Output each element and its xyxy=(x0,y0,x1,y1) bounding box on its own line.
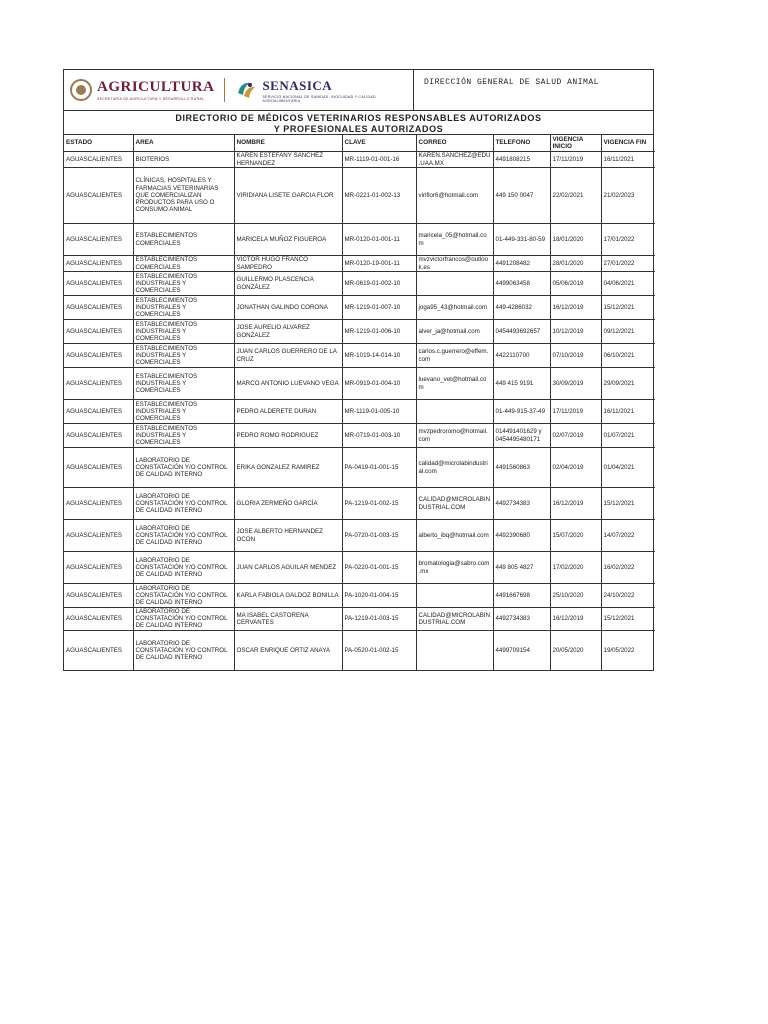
cell-correo[interactable]: bromatologia@sabro.com.mx xyxy=(416,552,493,584)
cell-fin: 04/06/2021 xyxy=(601,272,655,296)
cell-fin: 29/09/2021 xyxy=(601,368,655,400)
table-row xyxy=(64,320,655,344)
cell-fin: 16/02/2022 xyxy=(601,552,655,584)
cell-nombre: MARCO ANTONIO LUEVANO VEGA xyxy=(234,368,342,400)
senasica-logo xyxy=(235,78,413,103)
cell-clave: MR-1119-01-005-10 xyxy=(342,400,416,424)
cell-nombre: JUAN CARLOS AGUILAR MENDEZ xyxy=(234,552,342,584)
cell-correo[interactable]: mvzvictorfrancos@outlook.es xyxy=(416,256,493,272)
cell-estado: AGUASCALIENTES xyxy=(64,296,133,320)
cell-correo[interactable] xyxy=(416,630,493,670)
cell-telefono: 4491560863 xyxy=(493,448,550,488)
cell-area: CLÍNICAS, HOSPITALES Y FARMACIAS VETERINARIAS QUE COMERCIALIZAN PRODUCTOS PARA USO O CONSUMO ANIMAL xyxy=(133,168,234,224)
cell-estado: AGUASCALIENTES xyxy=(64,520,133,552)
cell-fin: 27/01/2022 xyxy=(601,256,655,272)
cell-fin: 01/07/2021 xyxy=(601,424,655,448)
cell-telefono: 4492734383 xyxy=(493,488,550,520)
table-row xyxy=(64,272,655,296)
table-row xyxy=(64,400,655,424)
cell-nombre: ERIKA GONZALEZ RAMIREZ xyxy=(234,448,342,488)
cell-fin: 15/12/2021 xyxy=(601,608,655,631)
cell-correo[interactable] xyxy=(416,584,493,608)
cell-inicio: 16/12/2019 xyxy=(550,488,601,520)
cell-estado: AGUASCALIENTES xyxy=(64,256,133,272)
table-row xyxy=(64,256,655,272)
cell-nombre: JOSE ALBERTO HERNANDEZ OCON xyxy=(234,520,342,552)
cell-estado: AGUASCALIENTES xyxy=(64,630,133,670)
agricultura-logo-subtext: SECRETARÍA DE AGRICULTURA Y DESARROLLO RURAL xyxy=(97,97,205,101)
cell-inicio: 18/01/2020 xyxy=(550,224,601,256)
senasica-logo-subtext: SERVICIO NACIONAL DE SANIDAD, INOCUIDAD Y CALIDAD AGROALIMENTARIA xyxy=(262,94,376,103)
table-row xyxy=(64,448,655,488)
table-row xyxy=(64,630,655,670)
cell-clave: PA-0720-01-003-15 xyxy=(342,520,416,552)
cell-estado: AGUASCALIENTES xyxy=(64,368,133,400)
cell-estado: AGUASCALIENTES xyxy=(64,168,133,224)
cell-estado: AGUASCALIENTES xyxy=(64,272,133,296)
cell-correo[interactable] xyxy=(416,272,493,296)
cell-clave: MR-0619-01-002-10 xyxy=(342,272,416,296)
cell-inicio: 07/10/2019 xyxy=(550,344,601,368)
cell-telefono: 449 415 9191 xyxy=(493,368,550,400)
directory-table xyxy=(64,135,655,670)
cell-clave: MR-1019-14-014-10 xyxy=(342,344,416,368)
cell-telefono: 4491667698 xyxy=(493,584,550,608)
col-header-correo: CORREO xyxy=(416,135,493,152)
cell-area: LABORATORIO DE CONSTATACIÓN Y/O CONTROL DE CALIDAD INTERNO xyxy=(133,584,234,608)
cell-inicio: 20/05/2020 xyxy=(550,630,601,670)
cell-fin: 06/10/2021 xyxy=(601,344,655,368)
table-row xyxy=(64,520,655,552)
logo-bar xyxy=(64,70,414,110)
table-row xyxy=(64,168,655,224)
cell-clave: MR-0120-19-001-11 xyxy=(342,256,416,272)
table-body xyxy=(64,152,655,671)
cell-fin: 24/10/2022 xyxy=(601,584,655,608)
table-header-row xyxy=(64,135,655,152)
cell-clave: MR-1219-01-007-10 xyxy=(342,296,416,320)
agricultura-logo-text: AGRICULTURA xyxy=(97,79,215,95)
cell-telefono: 4499063458 xyxy=(493,272,550,296)
cell-estado: AGUASCALIENTES xyxy=(64,344,133,368)
cell-clave: PA-1219-01-003-15 xyxy=(342,608,416,631)
cell-nombre: KARLA FABIOLA GALDOZ BONILLA xyxy=(234,584,342,608)
cell-fin: 17/01/2022 xyxy=(601,224,655,256)
table-row xyxy=(64,424,655,448)
cell-estado: AGUASCALIENTES xyxy=(64,224,133,256)
document-title xyxy=(64,111,653,135)
cell-estado: AGUASCALIENTES xyxy=(64,584,133,608)
document-header xyxy=(64,70,653,111)
cell-nombre: GLORIA ZERMEÑO GARCÍA xyxy=(234,488,342,520)
cell-clave: PA-1219-01-002-15 xyxy=(342,488,416,520)
cell-inicio: 16/12/2019 xyxy=(550,296,601,320)
table-row xyxy=(64,584,655,608)
cell-correo[interactable]: alver_ja@hotmail.com xyxy=(416,320,493,344)
col-header-clave: CLAVE xyxy=(342,135,416,152)
cell-nombre: JOSE AURELIO ALVAREZ GONZALEZ xyxy=(234,320,342,344)
cell-area: ESTABLECIMIENTOS INDUSTRIALES Y COMERCIALES xyxy=(133,400,234,424)
cell-fin: 16/11/2021 xyxy=(601,400,655,424)
cell-area: ESTABLECIMIENTOS INDUSTRIALES Y COMERCIALES xyxy=(133,320,234,344)
cell-area: LABORATORIO DE CONSTATACIÓN Y/O CONTROL DE CALIDAD INTERNO xyxy=(133,520,234,552)
cell-area: LABORATORIO DE CONSTATACIÓN Y/O CONTROL DE CALIDAD INTERNO xyxy=(133,488,234,520)
cell-clave: MR-1119-01-001-16 xyxy=(342,152,416,168)
cell-clave: MR-0719-01-003-10 xyxy=(342,424,416,448)
cell-telefono: 449 805 4827 xyxy=(493,552,550,584)
cell-inicio: 17/02/2020 xyxy=(550,552,601,584)
cell-correo[interactable]: CALIDAD@MICROLABINDUSTRIAL.COM xyxy=(416,488,493,520)
col-header-vigencia-fin: VIGENCIA FIN xyxy=(601,135,655,152)
cell-correo[interactable]: calidad@microlabindustrial.com xyxy=(416,448,493,488)
cell-telefono: 4492734383 xyxy=(493,608,550,631)
cell-area: BIOTERIOS xyxy=(133,152,234,168)
cell-fin: 21/02/2023 xyxy=(601,168,655,224)
cell-clave: MR-0919-01-004-10 xyxy=(342,368,416,400)
cell-area: ESTABLECIMIENTOS COMERCIALES xyxy=(133,224,234,256)
cell-area: LABORATORIO DE CONSTATACIÓN Y/O CONTROL DE CALIDAD INTERNO xyxy=(133,552,234,584)
cell-nombre: PEDRO ROMO RODRIGUEZ xyxy=(234,424,342,448)
cell-area: LABORATORIO DE CONSTATACIÓN Y/O CONTROL DE CALIDAD INTERNO xyxy=(133,448,234,488)
cell-estado: AGUASCALIENTES xyxy=(64,424,133,448)
cell-correo[interactable] xyxy=(416,400,493,424)
cell-inicio: 16/12/2019 xyxy=(550,608,601,631)
cell-correo[interactable]: luevano_vet@hotmail.com xyxy=(416,368,493,400)
cell-correo[interactable]: carlos.c.guerrero@effem.com xyxy=(416,344,493,368)
cell-nombre: JONATHAN GALINDO CORONA xyxy=(234,296,342,320)
cell-inicio: 05/06/2019 xyxy=(550,272,601,296)
cell-estado: AGUASCALIENTES xyxy=(64,608,133,631)
cell-nombre: JUAN CARLOS GUERRERO DE LA CRUZ xyxy=(234,344,342,368)
senasica-emblem-icon xyxy=(235,79,257,101)
cell-telefono: 449-4286032 xyxy=(493,296,550,320)
cell-area: ESTABLECIMIENTOS INDUSTRIALES Y COMERCIALES xyxy=(133,368,234,400)
cell-nombre: PEDRO ALDERETE DURAN xyxy=(234,400,342,424)
cell-area: ESTABLECIMIENTOS COMERCIALES xyxy=(133,256,234,272)
cell-clave: MR-0120-01-001-11 xyxy=(342,224,416,256)
cell-inicio: 30/09/2019 xyxy=(550,368,601,400)
cell-inicio: 02/07/2019 xyxy=(550,424,601,448)
cell-telefono: 4422110700 xyxy=(493,344,550,368)
cell-clave: PA-0419-01-001-15 xyxy=(342,448,416,488)
document-title-line1: DIRECTORIO DE MÉDICOS VETERINARIOS RESPONSABLES AUTORIZADOS xyxy=(175,113,542,123)
cell-nombre: VICTOR HUGO FRANCO SAMPEDRO xyxy=(234,256,342,272)
table-row xyxy=(64,552,655,584)
cell-inicio: 15/07/2020 xyxy=(550,520,601,552)
document-sheet xyxy=(63,69,654,671)
table-row xyxy=(64,224,655,256)
cell-correo[interactable]: mvzpedroromo@hotmail.com xyxy=(416,424,493,448)
cell-telefono: 4491808215 xyxy=(493,152,550,168)
cell-inicio: 17/11/2019 xyxy=(550,400,601,424)
cell-estado: AGUASCALIENTES xyxy=(64,448,133,488)
agricultura-logo xyxy=(70,79,214,101)
cell-telefono: 014491401629 y 0454495480171 xyxy=(493,424,550,448)
cell-inicio: 28/01/2020 xyxy=(550,256,601,272)
cell-correo[interactable]: joga95_43@hotmail.com xyxy=(416,296,493,320)
cell-clave: PA-1020-01-004-15 xyxy=(342,584,416,608)
cell-correo[interactable]: CALIDAD@MICROLABINDUSTRIAL.COM xyxy=(416,608,493,631)
cell-correo[interactable]: KAREN.SANCHEZ@EDU.UAA.MX xyxy=(416,152,493,168)
table-row xyxy=(64,368,655,400)
cell-telefono: 449 150 0047 xyxy=(493,168,550,224)
cell-clave: MR-0221-01-002-13 xyxy=(342,168,416,224)
document-title-line2: Y PROFESIONALES AUTORIZADOS xyxy=(273,124,444,134)
direction-title: DIRECCIÓN GENERAL DE SALUD ANIMAL xyxy=(424,78,599,87)
cell-telefono: 4499709154 xyxy=(493,630,550,670)
cell-estado: AGUASCALIENTES xyxy=(64,400,133,424)
cell-fin: 14/07/2022 xyxy=(601,520,655,552)
col-header-telefono: TELEFONO xyxy=(493,135,550,152)
cell-correo[interactable]: viriflor6@hotmail.com xyxy=(416,168,493,224)
col-header-estado: ESTADO xyxy=(64,135,133,152)
cell-area: ESTABLECIMIENTOS INDUSTRIALES Y COMERCIALES xyxy=(133,272,234,296)
cell-fin: 15/12/2021 xyxy=(601,296,655,320)
table-row xyxy=(64,608,655,631)
cell-telefono: 01-449-915-37-49 xyxy=(493,400,550,424)
mexico-seal-icon xyxy=(70,79,92,101)
cell-area: ESTABLECIMIENTOS INDUSTRIALES Y COMERCIALES xyxy=(133,424,234,448)
col-header-vigencia-inicio: VIGENCIA INICIO xyxy=(550,135,601,152)
cell-estado: AGUASCALIENTES xyxy=(64,552,133,584)
cell-nombre: KAREN ESTEFANY SANCHEZ HERNANDEZ xyxy=(234,152,342,168)
cell-inicio: 22/02/2021 xyxy=(550,168,601,224)
cell-estado: AGUASCALIENTES xyxy=(64,488,133,520)
cell-area: LABORATORIO DE CONSTATACIÓN Y/O CONTROL DE CALIDAD INTERNO xyxy=(133,608,234,631)
cell-clave: PA-0220-01-001-15 xyxy=(342,552,416,584)
logo-separator xyxy=(224,78,225,102)
cell-nombre: MARICELA MUÑOZ FIGUEROA xyxy=(234,224,342,256)
cell-area: LABORATORIO DE CONSTATACIÓN Y/O CONTROL DE CALIDAD INTERNO xyxy=(133,630,234,670)
cell-correo[interactable]: alberto_ibq@hotmail.com xyxy=(416,520,493,552)
cell-fin: 09/12/2021 xyxy=(601,320,655,344)
senasica-logo-text: SENASICA xyxy=(262,77,333,93)
cell-telefono: 0454493692657 xyxy=(493,320,550,344)
cell-fin: 15/12/2021 xyxy=(601,488,655,520)
cell-inicio: 25/10/2020 xyxy=(550,584,601,608)
table-row xyxy=(64,344,655,368)
cell-fin: 16/11/2021 xyxy=(601,152,655,168)
col-header-nombre: NOMBRE xyxy=(234,135,342,152)
cell-inicio: 02/04/2019 xyxy=(550,448,601,488)
cell-nombre: VIRIDIANA LISETE GARCIA FLOR xyxy=(234,168,342,224)
table-row xyxy=(64,488,655,520)
cell-clave: PA-0520-01-002-15 xyxy=(342,630,416,670)
cell-clave: MR-1219-01-006-10 xyxy=(342,320,416,344)
table-row xyxy=(64,296,655,320)
cell-nombre: MA ISABEL CASTORENA CERVANTES xyxy=(234,608,342,631)
cell-fin: 19/05/2022 xyxy=(601,630,655,670)
cell-inicio: 17/11/2019 xyxy=(550,152,601,168)
cell-area: ESTABLECIMIENTOS INDUSTRIALES Y COMERCIALES xyxy=(133,344,234,368)
cell-telefono: 4492390680 xyxy=(493,520,550,552)
cell-inicio: 10/12/2019 xyxy=(550,320,601,344)
cell-correo[interactable]: maricela_05@hotmail.com xyxy=(416,224,493,256)
col-header-area: AREA xyxy=(133,135,234,152)
cell-area: ESTABLECIMIENTOS INDUSTRIALES Y COMERCIALES xyxy=(133,296,234,320)
cell-fin: 01/04/2021 xyxy=(601,448,655,488)
cell-estado: AGUASCALIENTES xyxy=(64,320,133,344)
table-row xyxy=(64,152,655,168)
cell-nombre: OSCAR ENRIQUE ORTIZ ANAYA xyxy=(234,630,342,670)
cell-estado: AGUASCALIENTES xyxy=(64,152,133,168)
cell-nombre: GUILLERMO PLASCENCIA GONZÁLEZ xyxy=(234,272,342,296)
cell-telefono: 01-449-331-80-59 xyxy=(493,224,550,256)
cell-telefono: 4491208482 xyxy=(493,256,550,272)
